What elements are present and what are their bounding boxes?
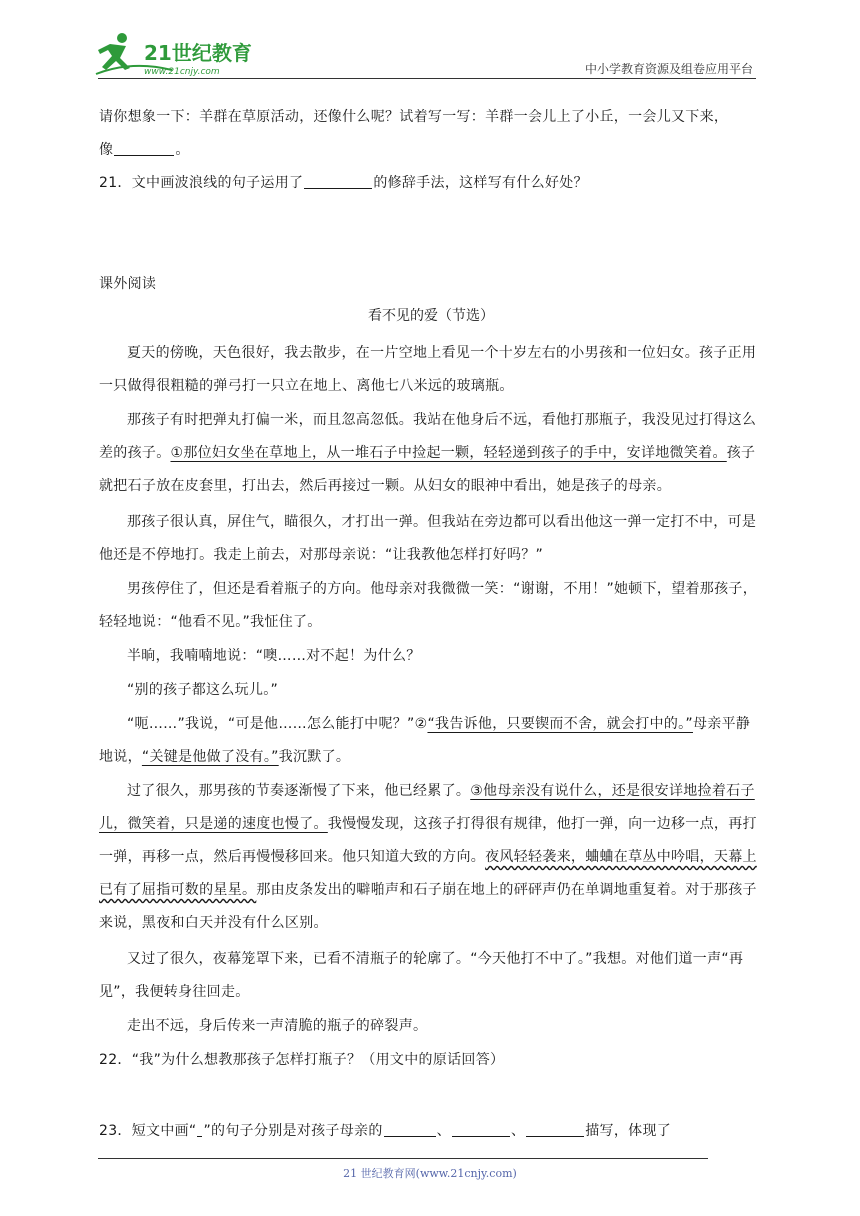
underlined-sentence-2b: “关键是他做了没有。” (141, 749, 279, 765)
answer-blank (114, 141, 174, 156)
logo-21cnjy (92, 30, 267, 80)
q23-blank-3 (526, 1122, 584, 1137)
q23-sep-2: 、 (510, 1123, 526, 1139)
paragraph-5: 半晌，我喃喃地说：“噢……对不起！为什么？ (127, 648, 421, 664)
section-label: 课外阅读 (99, 276, 157, 292)
article-title: 看不见的爱（节选） (368, 308, 494, 324)
p8-text-b: 我慢慢发现，这孩子打得很有规律，他打一弹，向一边移一点，再打一弹，再移一点，然后再慢慢移回来。他只知道大致的方向。 (99, 816, 757, 865)
header-divider (98, 78, 756, 79)
p7-text-b: 母亲平静地说， (99, 716, 751, 765)
logo-text: 21世纪教育 (144, 41, 252, 65)
q23-text-c: 描写，体现了 (585, 1123, 672, 1139)
p8-text-c: 那由皮条发出的噼啪声和石子崩在地上的砰砰声仍在单调地重复着。对于那孩子来说，黑夜和白天并没有什么区别。 (99, 882, 757, 931)
header-site-name: 中小学教育资源及组卷应用平台 (584, 62, 753, 76)
question-21 (99, 167, 763, 200)
intro-paragraph (99, 101, 763, 167)
intro-line-2 (99, 134, 763, 167)
q21-text-a: 21．文中画波浪线的句子运用了 (99, 175, 304, 191)
p2-text-a: 那孩子有时把弹丸打偏一米，而且忽高忽低。我站在他身后不远，看他打那瓶子，我没见过打得这么差的孩子。 (99, 412, 757, 461)
p7-text-a: “呃……”我说，“可是他……怎么能打中呢？”② (127, 716, 428, 732)
paragraph-3: 那孩子很认真，屏住气，瞄很久，才打出一弹。但我站在旁边都可以看出他这一弹一定打不中，可是他还是不停地打。我走上前去，对那母亲说：“让我教他怎样打好吗？” (99, 514, 757, 563)
paragraph-7 (99, 708, 763, 774)
p7-text-c: 我沉默了。 (278, 749, 351, 765)
q23-underline-sample (197, 1122, 202, 1137)
intro-text-end: 。 (175, 142, 190, 158)
question-22: 22．“我”为什么想教那孩子怎样打瓶子？（用文中的原话回答） (99, 1052, 505, 1068)
paragraph-2 (99, 404, 763, 503)
footer-divider (98, 1158, 708, 1159)
underlined-sentence-2a: “我告诉他，只要锲而不舍，就会打中的。” (427, 716, 693, 732)
paragraph-1: 夏天的傍晚，天色很好，我去散步，在一片空地上看见一个十岁左右的小男孩和一位妇女。孩子正用一只做得很粗糙的弹弓打一只立在地上、离他七八米远的玻璃瓶。 (99, 345, 757, 394)
logo-url: www.21cnjy.com (144, 67, 220, 77)
p8-text-a: 过了很久，那男孩的节奏逐渐慢了下来，他已经累了。 (127, 783, 471, 799)
q21-blank (304, 174, 372, 189)
footer-text: 21 世纪教育网(www.21cnjy.com) (343, 1167, 517, 1180)
q23-text-b: ”的句子分别是对孩子母亲的 (203, 1123, 383, 1139)
p2-text-b: 孩子就把石子放在皮套里，打出去，然后再接过一颗。从妇女的眼神中看出，她是孩子的母亲。 (99, 445, 756, 494)
underlined-sentence-3: ③他母亲没有说什么，还是很安详地捡着石子儿，微笑着，只是递的速度也慢了。 (99, 783, 755, 832)
intro-line-1: 请你想象一下：羊群在草原活动，还像什么呢？试着写一写：羊群一会儿上了小丘，一会儿又下来， (99, 109, 729, 125)
paragraph-4: 男孩停住了，但还是看着瓶子的方向。他母亲对我微微一笑：“谢谢，不用！”她顿下，望着那孩子，轻轻地说：“他看不见。”我怔住了。 (99, 581, 758, 630)
q21-text-b: 的修辞手法，这样写有什么好处？ (373, 175, 588, 191)
paragraph-6: “别的孩子都这么玩儿。” (127, 682, 279, 698)
paragraph-10: 走出不远，身后传来一声清脆的瓶子的碎裂声。 (127, 1018, 428, 1034)
q23-blank-1 (384, 1122, 436, 1137)
paragraph-9: 又过了很久，夜幕笼罩下来，已看不清瓶子的轮廓了。“今天他打不中了。”我想。对他们道一声“再见”，我便转身往回走。 (99, 951, 744, 1000)
q23-blank-2 (452, 1122, 510, 1137)
q23-sep-1: 、 (436, 1123, 451, 1139)
paragraph-8 (99, 775, 763, 940)
q23-text-a: 23．短文中画“ (99, 1123, 197, 1139)
intro-text: 像 (99, 142, 114, 158)
wavy-underlined-sentence: 夜风轻轻袭来，蛐蛐在草丛中吟唱，天幕上已有了屈指可数的星星。 (99, 849, 757, 898)
underlined-sentence-1: ①那位妇女坐在草地上，从一堆石子中捡起一颗，轻轻递到孩子的手中，安详地微笑着。 (170, 445, 727, 461)
question-23 (99, 1115, 763, 1148)
